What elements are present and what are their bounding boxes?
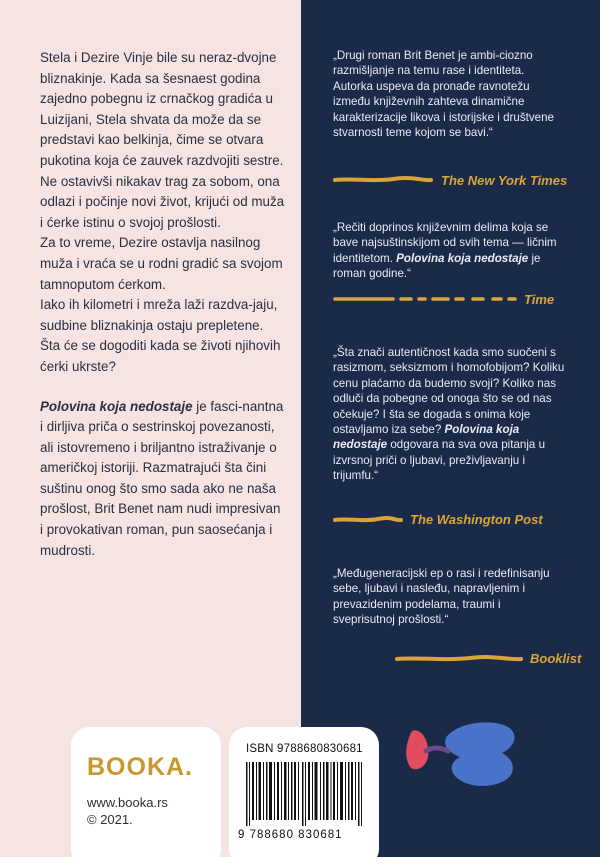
review-source-4: Booklist [530, 651, 582, 666]
synopsis-paragraph-3: Iako ih kilometri i mreža laži razdva-jaju, sudbine bliznakinja ostaju prepletene. Šta će se dogoditi kada se životi njihovih ćerki ukrste? [40, 297, 281, 374]
review-quote-3 [333, 345, 565, 484]
brush-stroke-2 [333, 295, 518, 303]
review-source-2: Time [524, 292, 555, 307]
review-quote-2 [333, 220, 565, 282]
isbn-barcode-digits: 9 788680 830681 [238, 829, 343, 841]
review-quote-1: „Drugi roman Brit Benet je ambi-ciozno razmišljanje na temu rase i identiteta. Autorka uspeva da pronađe ravnotežu između književnih zahteva dinamične karakterizacije likova i istorijske i društvene stvarnosti teme kojom se bavi.“ [333, 49, 555, 140]
book-synopsis [40, 48, 285, 561]
book-title-emphasis: Polovina koja nedostaje [40, 398, 193, 414]
review-quote-3-text-b: odgovara na sva ova pitanja u izvrsnoj priči o ljubavi, preživljavanju i trijumfu.“ [333, 438, 546, 483]
brush-stroke-3 [333, 516, 403, 524]
brush-stroke-1 [333, 176, 433, 184]
review-source-1: The New York Times [441, 173, 568, 188]
review-quote-3-title: Polovina koja nedostaje [333, 423, 520, 452]
booka-logo: BOOKA. [87, 753, 193, 781]
publisher-website: www.booka.rs [87, 795, 168, 810]
isbn-label: ISBN 9788680830681 [246, 743, 363, 755]
review-quote-2-title: Polovina koja nedostaje [396, 251, 529, 265]
review-source-3: The Washington Post [410, 512, 543, 527]
paint-splash-decoration [396, 715, 536, 795]
review-quote-2-text-b: je roman godine.“ [333, 251, 541, 281]
brush-stroke-4 [395, 655, 523, 663]
synopsis-paragraph-2: Za to vreme, Dezire ostavlja nasilnog muža i vraća se u rodni gradić sa svojom tamnoputom ćerkom. [40, 235, 283, 292]
synopsis-paragraph-4 [40, 397, 285, 562]
review-quote-3-text-a: „Šta znači autentičnost kada smo suočeni s rasizmom, seksizmom i homofobijom? Koliku cenu plaćamo da budemo svoji? Koliko nas odluči da pobegne od onoga što se od nas očekuje? I šta se dogada s onima koje ostavljamo iza sebe? [333, 346, 565, 437]
copyright-year: © 2021. [87, 812, 133, 827]
synopsis-paragraph-4-text: je fasci-nantna i dirljiva priča o sestrinskoj povezanosti, ali istovremeno i briljantno istraživanje o američkoj istoriji. Razmatrajući šta čini suštinu onog što smo sada ako ne naša prošlost, Brit Benet nam nudi impresivan i provokativan roman, pun saosećanja i mudrosti. [40, 398, 284, 558]
review-quote-4: „Međugeneracijski ep o rasi i redefinisanju sebe, ljubavi i nasleđu, napravljenim i prevazidenim podelama, traumi i sveprisutnoj prošlosti.“ [333, 567, 550, 627]
review-quote-2-text-a: „Rečiti doprinos književnim delima koja se bave najsuštinskijom od svih tema — ličnim identitetom. [333, 221, 557, 265]
barcode-icon [246, 762, 366, 826]
synopsis-paragraph-1: Stela i Dezire Vinje bile su neraz-dvojne bliznakinje. Kada sa šesnaest godina zajedno pobegnu iz crnačkog gradića u Luizijani, Stela shvata da može da se predstavi kao belkinja, čime se otvara pukotina koja će zauvek razdvojiti sestre. Ne ostavivši nikakav trag za sobom, ona odlazi i počinje novi život, krijući od muža i ćerke istinu o svojoj prošlosti. [40, 50, 285, 230]
